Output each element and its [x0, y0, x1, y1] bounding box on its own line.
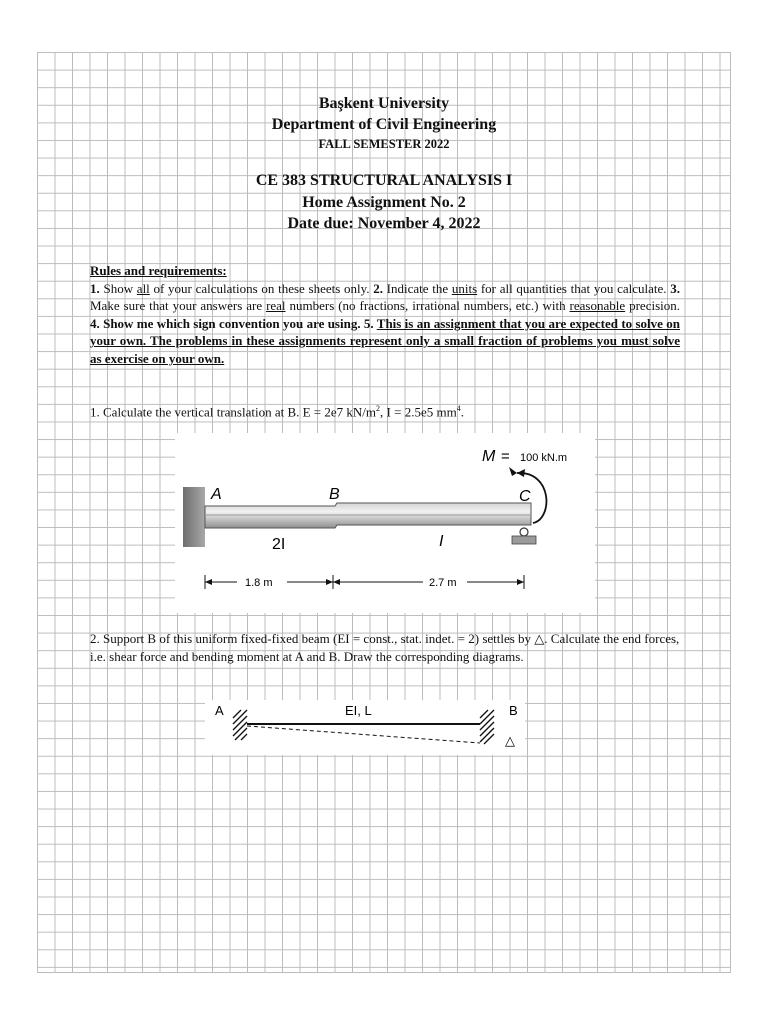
deflected-shape — [247, 726, 480, 743]
label-a: A — [211, 486, 222, 503]
q1-sup-1: 2 — [376, 404, 381, 413]
rule-1-underlined: all — [136, 280, 150, 296]
left-fixed-hatch — [233, 710, 247, 740]
settlement-delta: △ — [505, 733, 515, 748]
semester: FALL SEMESTER 2022 — [318, 137, 450, 151]
dim-ab: 1.8 m — [245, 577, 273, 589]
q1-text-c: . — [460, 404, 464, 420]
rule-3-underlined-real: real — [266, 298, 286, 314]
moment-equals: = — [501, 448, 510, 465]
rule-2-text-a: Indicate the — [382, 280, 452, 296]
q1-text-a: 1. Calculate the vertical translation at B. E = 2e7 kN/m — [90, 404, 377, 420]
inertia-bc: I — [439, 533, 444, 550]
due-date: Date due: November 4, 2022 — [287, 215, 481, 232]
moment-value: 100 kN.m — [520, 452, 568, 464]
q1-text-b: , I = 2.5e5 mm — [380, 404, 457, 420]
assignment-title: Home Assignment No. 2 — [302, 194, 466, 211]
rules-section — [90, 262, 680, 368]
dim-bc: 2.7 m — [429, 577, 457, 589]
right-fixed-hatch — [480, 710, 494, 744]
label-b: B — [329, 486, 340, 503]
rule-3-text-c: precision. — [625, 298, 680, 314]
rule-3-text-a: Make sure that your answers are — [90, 298, 267, 314]
label-c: C — [519, 488, 531, 505]
moment-symbol: M — [482, 448, 496, 465]
rule-1-number: 1. — [90, 280, 100, 296]
rule-1-text-b: of your calculations on these sheets only. — [149, 280, 374, 296]
roller-support — [520, 528, 528, 536]
rule-2-underlined: units — [451, 280, 478, 296]
rule-2-number: 2. — [373, 280, 383, 296]
moment-arrow-tip — [509, 467, 517, 476]
rule-3-number: 3. — [670, 280, 680, 296]
beam-figure-2-svg — [205, 700, 525, 755]
rule-5-text: This is an assignment that you are expected to solve on your own. The problems in these assignments represent only a small fraction of problems you must solve as exercise on your own. — [90, 315, 681, 366]
rules-title: Rules and requirements: — [90, 263, 227, 278]
beam-figure-1 — [175, 433, 595, 613]
university-name: Başkent University — [318, 95, 450, 112]
dim-arrow-a — [205, 579, 212, 585]
fixed-wall-support — [183, 487, 205, 547]
rule-5-number: 5. — [360, 315, 377, 331]
rule-4: 4. Show me which sign convention you are using. — [90, 315, 361, 331]
label-b2: B — [509, 703, 518, 718]
rule-3-text-b: numbers (no fractions, irrational numbers, etc.) with — [285, 298, 570, 314]
inertia-ab: 2I — [272, 536, 286, 553]
rule-1-text-a: Show — [99, 280, 137, 296]
department-name: Department of Civil Engineering — [271, 116, 497, 133]
beam-figure-1-svg — [175, 433, 595, 613]
rule-3-underlined-reasonable: reasonable — [569, 298, 626, 314]
beam-figure-2 — [205, 700, 525, 755]
label-a2: A — [215, 703, 224, 718]
dim-arrow-c — [517, 579, 524, 585]
question-1 — [90, 400, 680, 421]
course-title: CE 383 STRUCTURAL ANALYSIS I — [255, 172, 513, 189]
dim-arrow-b-right — [333, 579, 340, 585]
q1-sup-2: 4 — [456, 404, 461, 413]
question-2: 2. Support B of this uniform fixed-fixed beam (EI = const., stat. indet. = 2) settles by △. Calculate the end forces, i.e. shear force and bending moment at A and B. Draw the corresponding diagrams. — [90, 631, 680, 664]
roller-base — [512, 536, 536, 544]
moment-arrow-head — [517, 469, 525, 477]
dim-arrow-b-left — [326, 579, 333, 585]
label-ei-l: EI, L — [345, 703, 372, 718]
rule-2-text-b: for all quantities that you calculate. — [477, 280, 671, 296]
